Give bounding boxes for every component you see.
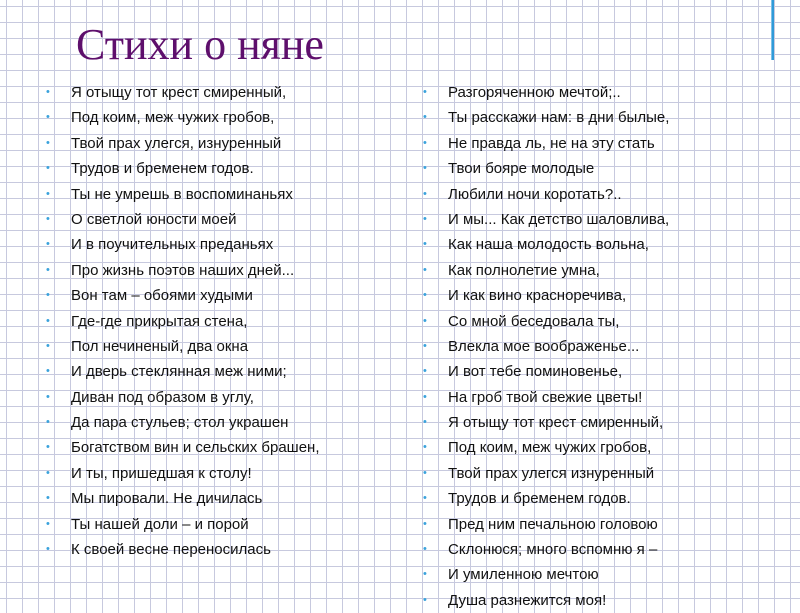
bullet-icon: • (423, 593, 427, 606)
bullet-icon: • (423, 339, 427, 352)
poem-line (423, 131, 669, 156)
poem-line-text: Как полнолетие умна, (448, 261, 600, 279)
poem-column-right (423, 80, 669, 613)
bullet-icon: • (46, 86, 50, 98)
bullet-icon: • (423, 390, 427, 403)
poem-line-text: Вон там – обоями худыми (71, 287, 253, 305)
poem-line (423, 232, 669, 257)
poem-line-text: И мы... Как детство шаловлива, (448, 210, 670, 228)
poem-line-text: Любили ночи коротать?.. (448, 185, 622, 203)
bullet-icon: • (46, 263, 50, 276)
poem-line-text: И в поучительных преданьях (71, 236, 274, 254)
poem-line (423, 486, 669, 511)
poem-line (423, 461, 669, 486)
poem-line (423, 410, 669, 435)
poem-line (46, 512, 320, 537)
bullet-icon: • (423, 111, 427, 124)
poem-line-text: К своей весне переносилась (71, 541, 271, 559)
poem-line (423, 537, 669, 562)
poem-line (46, 182, 320, 207)
poem-line-text: Как наша молодость вольна, (448, 236, 649, 254)
bullet-icon: • (423, 441, 427, 454)
bullet-icon: • (46, 339, 50, 352)
bullet-icon: • (46, 365, 50, 378)
poem-line (46, 156, 320, 181)
bullet-icon: • (423, 86, 427, 98)
bullet-icon: • (423, 187, 427, 200)
poem-line-text: И ты, пришедшая к столу! (71, 464, 252, 482)
bullet-icon: • (423, 289, 427, 302)
poem-line (46, 359, 320, 384)
poem-line-text: Твои бояре молодые (448, 160, 595, 178)
poem-line-text: Со мной беседовала ты, (448, 312, 620, 330)
poem-line (423, 435, 669, 460)
bullet-icon: • (423, 492, 427, 505)
poem-line-text: И как вино красноречива, (448, 287, 627, 305)
poem-line (423, 309, 669, 334)
poem-line (423, 156, 669, 181)
bullet-icon: • (46, 187, 50, 200)
poem-line-text: И вот тебе поминовенье, (448, 363, 623, 381)
poem-line (46, 80, 320, 105)
poem-line (46, 283, 320, 308)
bullet-icon: • (46, 517, 50, 530)
poem-line-text: Мы пировали. Не дичилась (71, 490, 263, 508)
bullet-icon: • (423, 136, 427, 149)
poem-line (46, 309, 320, 334)
poem-line-text: Ты не умрешь в воспоминаньях (71, 185, 293, 203)
poem-line (423, 105, 669, 130)
poem-line-text: Я отыщу тот крест смиренный, (71, 84, 287, 101)
poem-line (46, 410, 320, 435)
poem-line (423, 207, 669, 232)
poem-line-text: Трудов и бременем годов. (448, 490, 631, 508)
poem-line (46, 461, 320, 486)
poem-line-text: Твой прах улегся, изнуренный (71, 134, 282, 152)
bullet-icon: • (46, 416, 50, 429)
bullet-icon: • (46, 162, 50, 175)
poem-line (423, 385, 669, 410)
poem-line (423, 512, 669, 537)
bullet-icon: • (46, 543, 50, 556)
bullet-icon: • (46, 390, 50, 403)
poem-line (423, 334, 669, 359)
bullet-icon: • (423, 365, 427, 378)
bullet-icon: • (46, 289, 50, 302)
bullet-icon: • (423, 466, 427, 479)
poem-line (46, 486, 320, 511)
poem-column-left (46, 80, 320, 562)
poem-line-text: Богатством вин и сельских брашен, (71, 439, 320, 457)
bullet-icon: • (46, 492, 50, 505)
poem-line (46, 385, 320, 410)
poem-line (423, 182, 669, 207)
bullet-icon: • (423, 314, 427, 327)
poem-line (423, 283, 669, 308)
poem-line (46, 334, 320, 359)
poem-line-text: И дверь стеклянная меж ними; (71, 363, 287, 381)
bullet-icon: • (423, 568, 427, 581)
bullet-icon: • (423, 212, 427, 225)
poem-line (46, 435, 320, 460)
slide-title: Стихи о няне (76, 20, 324, 69)
poem-line (46, 258, 320, 283)
poem-line (423, 562, 669, 587)
poem-line-text: Пол нечиненый, два окна (71, 337, 249, 355)
bullet-icon: • (46, 111, 50, 124)
poem-line (46, 537, 320, 562)
bullet-icon: • (46, 212, 50, 225)
poem-line (46, 131, 320, 156)
accent-bar-thin (771, 0, 772, 60)
poem-line-text: Не правда ль, не на эту стать (448, 134, 655, 152)
poem-line-text: Под коим, меж чужих гробов, (71, 109, 275, 127)
poem-line-text: Душа разнежится моя! (448, 591, 607, 609)
poem-line (423, 359, 669, 384)
poem-line (423, 258, 669, 283)
poem-line (46, 207, 320, 232)
bullet-icon: • (46, 441, 50, 454)
poem-line (46, 232, 320, 257)
poem-line-text: Диван под образом в углу, (71, 388, 254, 406)
poem-line-text: Пред ним печальною головою (448, 515, 658, 533)
bullet-icon: • (46, 238, 50, 251)
bullet-icon: • (423, 238, 427, 251)
bullet-icon: • (423, 543, 427, 556)
bullet-icon: • (46, 466, 50, 479)
poem-line-text: Про жизнь поэтов наших дней... (71, 261, 295, 279)
poem-line-text: Где-где прикрытая стена, (71, 312, 248, 330)
bullet-icon: • (423, 416, 427, 429)
poem-line-text: Твой прах улегся изнуренный (448, 464, 655, 482)
poem-line-text: Трудов и бременем годов. (71, 160, 254, 178)
poem-line-text: Под коим, меж чужих гробов, (448, 439, 652, 457)
accent-bar (772, 0, 774, 60)
bullet-icon: • (46, 314, 50, 327)
poem-line-text: Ты нашей доли – и порой (71, 515, 249, 533)
poem-line-text: Разгоряченною мечтой;.. (448, 84, 621, 101)
bullet-icon: • (423, 517, 427, 530)
poem-line (423, 80, 669, 105)
bullet-icon: • (46, 136, 50, 149)
poem-line (423, 588, 669, 613)
poem-line-text: Влекла мое воображенье... (448, 337, 640, 355)
bullet-icon: • (423, 263, 427, 276)
poem-line-text: Ты расскажи нам: в дни былые, (448, 109, 670, 127)
poem-line-text: На гроб твой свежие цветы! (448, 388, 643, 406)
poem-line-text: Да пара стульев; стол украшен (71, 414, 289, 432)
poem-line (46, 105, 320, 130)
bullet-icon: • (423, 162, 427, 175)
poem-line-text: Склонюся; много вспомню я – (448, 541, 658, 559)
poem-line-text: И умиленною мечтою (448, 566, 599, 584)
poem-line-text: О светлой юности моей (71, 210, 237, 228)
poem-line-text: Я отыщу тот крест смиренный, (448, 414, 664, 432)
